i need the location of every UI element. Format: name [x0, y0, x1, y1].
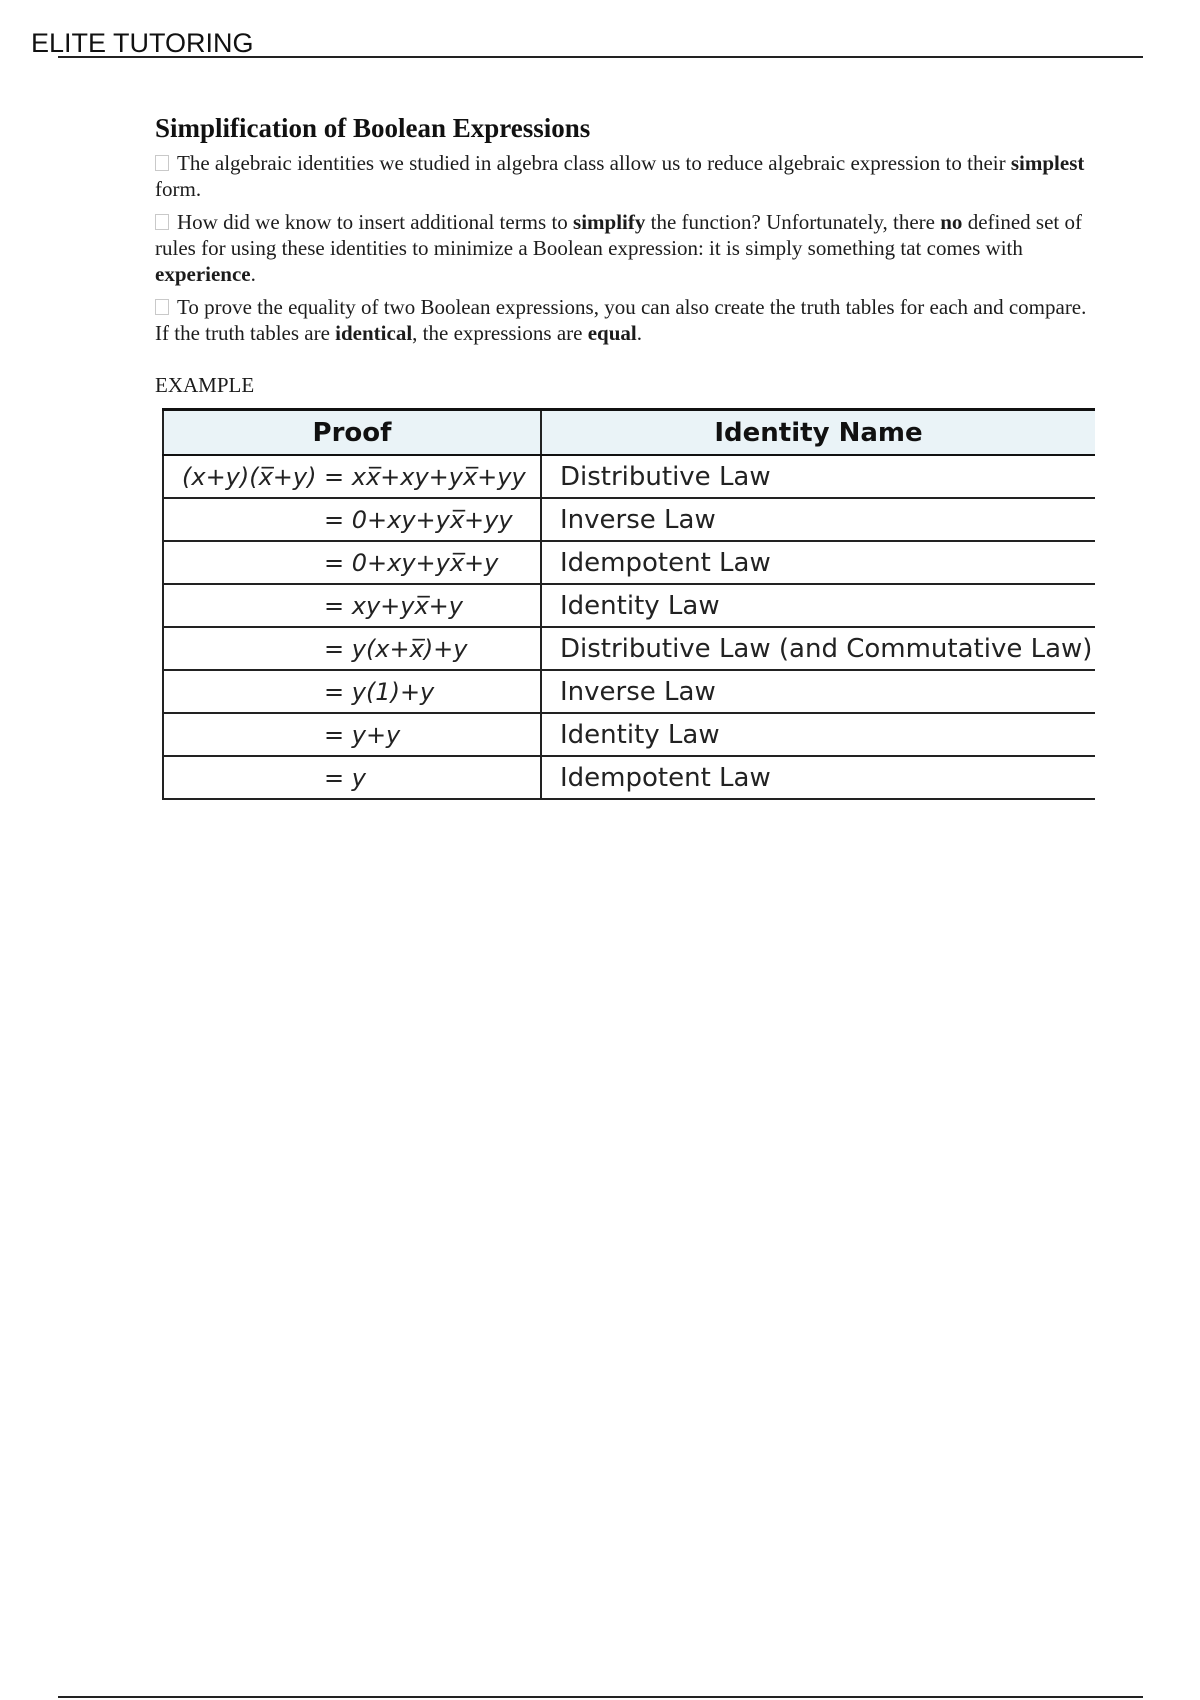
proof-rhs: = 0+xy+yx̅+yy — [324, 505, 513, 534]
paragraph-2-text-b: the function? Unfortunately, there — [645, 210, 941, 234]
paragraph-2 — [155, 209, 1105, 287]
example-label: EXAMPLE — [155, 373, 255, 397]
identity-name-cell: Inverse Law — [541, 498, 1095, 541]
identity-name-cell: Distributive Law (and Commutative Law) — [541, 627, 1095, 670]
table-row — [163, 541, 1095, 584]
table-row — [163, 713, 1095, 756]
paragraph-2-text-c: defined set of rules for using these identities to minimize a Boolean expression: it is simply something tat comes with — [155, 210, 1082, 260]
proof-cell — [163, 627, 541, 670]
proof-rhs: = y — [324, 763, 366, 792]
proof-rhs: = y(1)+y — [324, 677, 435, 706]
proof-cell — [163, 756, 541, 799]
table-row — [163, 584, 1095, 627]
proof-cell — [163, 670, 541, 713]
paragraph-2-text-d: . — [250, 262, 256, 286]
bullet-box-icon — [155, 155, 169, 171]
footer-divider — [58, 1696, 1143, 1698]
proof-rhs: = 0+xy+yx̅+y — [324, 548, 499, 577]
table-row — [163, 498, 1095, 541]
paragraph-1-bold-a: simplest — [1010, 151, 1085, 175]
paragraph-1-text-b: form. — [155, 177, 202, 201]
header-title: ELITE TUTORING — [31, 28, 254, 58]
column-header-proof: Proof — [163, 410, 541, 456]
proof-cell — [163, 541, 541, 584]
document-body — [155, 112, 1105, 410]
proof-table — [162, 408, 1095, 800]
proof-cell — [163, 455, 541, 498]
paragraph-3-text-b: , the expressions are — [412, 321, 588, 345]
identity-name-cell: Identity Law — [541, 713, 1095, 756]
paragraph-3 — [155, 294, 1105, 346]
identity-name-cell: Identity Law — [541, 584, 1095, 627]
bullet-box-icon — [155, 299, 169, 315]
proof-lhs: (x+y)(x̅+y) — [182, 462, 317, 491]
paragraph-2-bold-c: experience — [155, 262, 251, 286]
identity-name-cell: Idempotent Law — [541, 541, 1095, 584]
paragraph-3-bold-b: equal — [587, 321, 637, 345]
table-row — [163, 455, 1095, 498]
proof-cell — [163, 584, 541, 627]
paragraph-2-bold-a: simplify — [573, 210, 646, 234]
paragraph-3-text-a: To prove the equality of two Boolean expressions, you can also create the truth tables for each and compare. If the truth tables are — [155, 295, 1087, 345]
paragraph-1 — [155, 150, 1105, 202]
paragraph-2-text-a: How did we know to insert additional terms to — [177, 210, 574, 234]
header-divider — [58, 56, 1143, 58]
proof-cell — [163, 713, 541, 756]
column-header-identity-name: Identity Name — [541, 410, 1095, 456]
paragraph-3-text-c: . — [636, 321, 642, 345]
table-row — [163, 627, 1095, 670]
bullet-box-icon — [155, 214, 169, 230]
proof-rhs: = xx̅+xy+yx̅+yy — [324, 462, 526, 491]
paragraph-2-bold-b: no — [940, 210, 963, 234]
proof-rhs: = y+y — [324, 720, 401, 749]
table-row — [163, 670, 1095, 713]
proof-rhs: = y(x+x̅)+y — [324, 634, 468, 663]
identity-name-cell: Distributive Law — [541, 455, 1095, 498]
paragraph-1-text-a: The algebraic identities we studied in algebra class allow us to reduce algebraic expression to their — [177, 151, 1011, 175]
identity-name-cell: Inverse Law — [541, 670, 1095, 713]
proof-cell — [163, 498, 541, 541]
section-title: Simplification of Boolean Expressions — [155, 113, 591, 143]
paragraph-3-bold-a: identical — [335, 321, 413, 345]
identity-name-cell: Idempotent Law — [541, 756, 1095, 799]
proof-rhs: = xy+yx̅+y — [324, 591, 463, 620]
table-row — [163, 756, 1095, 799]
table-header-row — [163, 410, 1095, 456]
